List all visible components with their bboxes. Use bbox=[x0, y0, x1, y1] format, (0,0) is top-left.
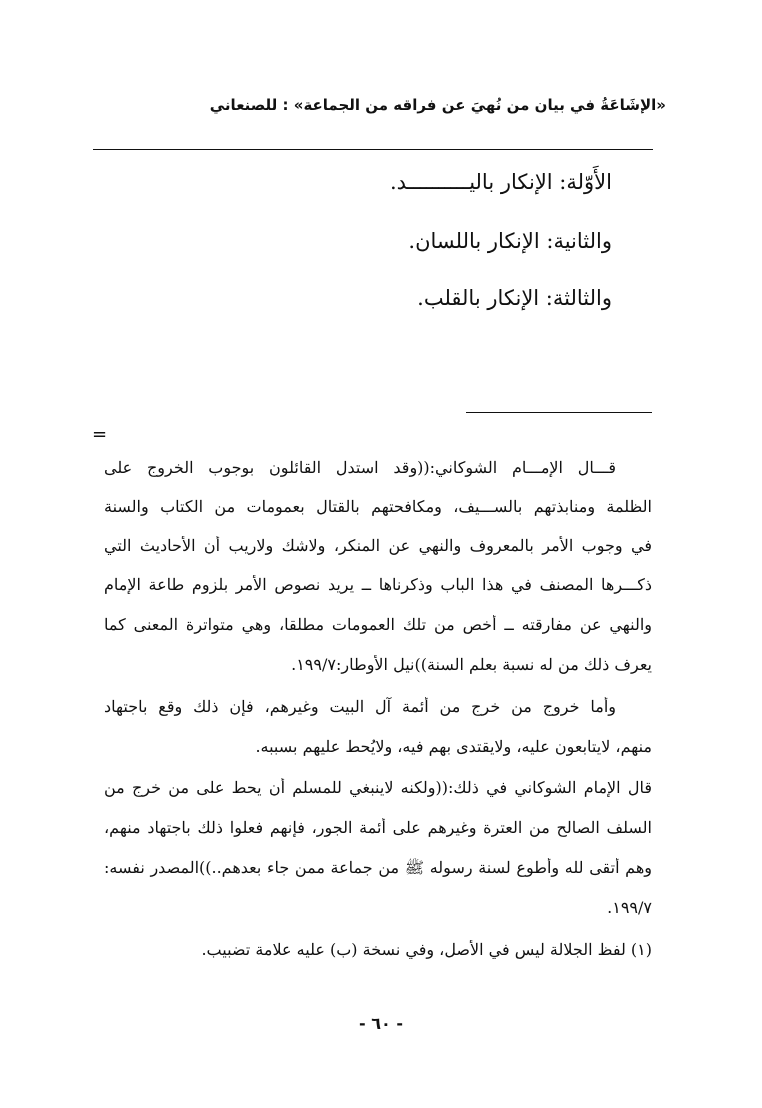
footnote-separator bbox=[466, 412, 652, 413]
footnote-line: قـــال الإمـــام الشوكاني:((وقد استدل القائلون بوجوب الخروج على bbox=[104, 458, 616, 477]
footnote-line: السلف الصالح من العترة وغيرهم على أئمة الجور، فإنهم فعلوا ذلك باجتهاد منهم، bbox=[104, 818, 652, 837]
footnote-line: الظلمة ومنابذتهم بالســـيف، ومكافحتهم بالقتال بعمومات من الكتاب والسنة bbox=[104, 497, 652, 516]
list-item-third: والثالثة: الإنكار بالقلب. bbox=[417, 286, 612, 310]
footnote-line: في وجوب الأمر بالمعروف والنهي عن المنكر، ولاشك ولاريب أن الأحاديث التي bbox=[104, 536, 652, 555]
list-item-first: الأَوّلة: الإنكار باليــــــــــد. bbox=[389, 170, 612, 194]
footnote-line: ذكـــرها المصنف في هذا الباب وذكرناها ــ يريد نصوص الأمر بلزوم طاعة الإمام bbox=[104, 575, 652, 594]
footnote-line: والنهي عن مفارقته ــ أخص من تلك العمومات مطلقا، وهي متواترة المعنى كما bbox=[104, 615, 652, 634]
running-header: «الإشَاعَةُ في بيان من نُهيَ عن فراقه من الجماعة» : للصنعاني bbox=[209, 96, 666, 114]
list-item-second: والثانية: الإنكار باللسان. bbox=[408, 229, 612, 253]
header-rule bbox=[93, 149, 653, 150]
footnote-line: يعرف ذلك من له نسبة بعلم السنة))نيل الأوطار:١٩٩/٧. bbox=[291, 655, 652, 674]
footnote-note: (١) لفظ الجلالة ليس في الأصل، وفي نسخة (ب) عليه علامة تضبيب. bbox=[201, 940, 652, 959]
footnote-line: قال الإمام الشوكاني في ذلك:((ولكنه لاينبغي للمسلم أن يحط على من خرج من bbox=[104, 778, 652, 797]
page-number: - ٦٠ - bbox=[359, 1014, 403, 1033]
footnote-line: وهم أتقى لله وأطوع لسنة رسوله ﷺ من جماعة ممن جاء بعدهم..))المصدر نفسه: bbox=[104, 858, 652, 877]
footnote-line: ١٩٩/٧. bbox=[607, 898, 652, 917]
footnote-line: منهم، لايتابعون عليه، ولايقتدى بهم فيه، ولايُحط عليهم بسببه. bbox=[255, 737, 652, 756]
footnote-continuation-marker: = bbox=[92, 424, 108, 445]
footnote-line: وأما خروج من خرج من أئمة آل البيت وغيرهم، فإن ذلك وقع باجتهاد bbox=[104, 697, 616, 716]
